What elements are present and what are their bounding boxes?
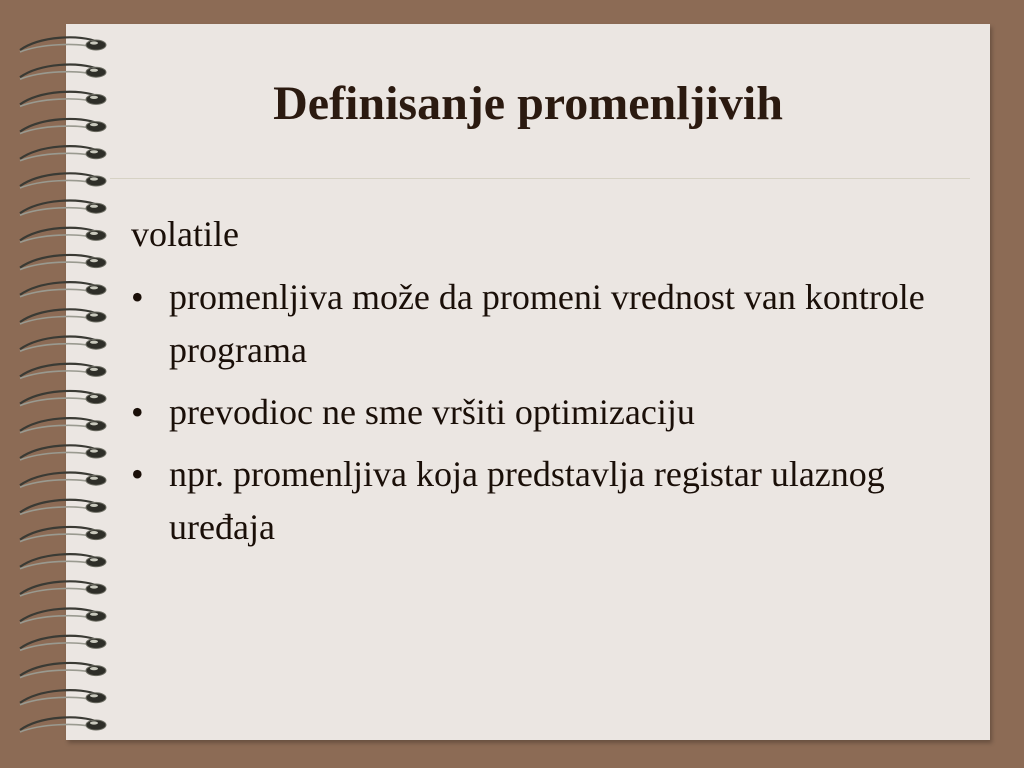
bullet-item [131,386,971,439]
title-divider [110,178,970,179]
spiral-binding-icon [0,28,120,748]
spiral-ring [20,364,106,379]
spiral-ring [20,581,106,596]
spiral-ring [20,418,106,433]
lead-term: volatile [131,214,239,254]
spiral-ring [20,173,106,188]
bullet-text: prevodioc ne sme vršiti optimizaciju [169,392,695,432]
spiral-ring [20,636,106,651]
bullet-marker: • [131,392,144,432]
spiral-ring [20,609,106,624]
slide-body [131,208,971,563]
bullet-text: npr. promenljiva koja predstavlja registar ulaznog uređaja [169,454,885,547]
spiral-ring [20,445,106,460]
spiral-ring [20,717,106,732]
spiral-ring [20,282,106,297]
spiral-ring [20,527,106,542]
spiral-ring [20,37,106,52]
spiral-ring [20,391,106,406]
spiral-ring [20,228,106,243]
bullet-text: promenljiva može da promeni vrednost van kontrole programa [169,277,925,370]
bullet-item [131,271,971,377]
slide-title: Definisanje promenljivih [273,77,783,130]
bullet-item [131,448,971,554]
spiral-ring [20,554,106,569]
spiral-ring [20,337,106,352]
spiral-ring [20,500,106,515]
spiral-ring [20,255,106,270]
spiral-ring [20,65,106,80]
bullet-marker: • [131,454,144,494]
spiral-ring [20,146,106,161]
spiral-ring [20,473,106,488]
spiral-ring [20,663,106,678]
spiral-ring [20,309,106,324]
spiral-ring [20,690,106,705]
bullet-marker: • [131,277,144,317]
spiral-ring [20,201,106,216]
bullet-list [131,271,971,554]
